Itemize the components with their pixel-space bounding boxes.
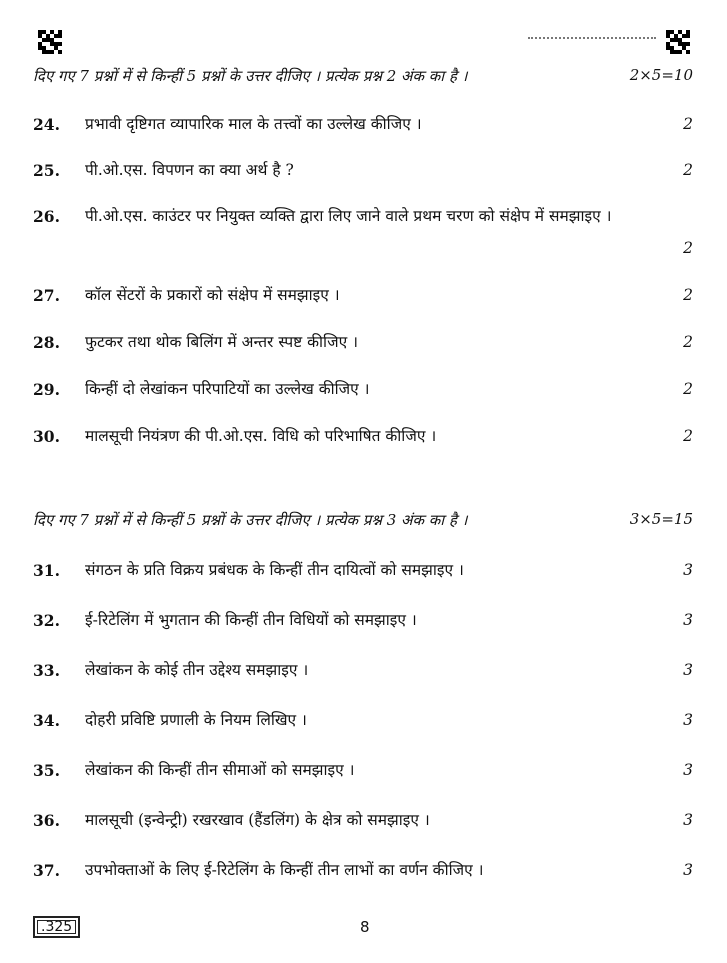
section-instruction: दिए गए 7 प्रश्नों में से किन्हीं 5 प्रश्नों के उत्तर दीजिए । प्रत्येक प्रश्न 2 अंक का है । bbox=[33, 67, 468, 85]
question-number: 28. bbox=[33, 333, 60, 352]
question-text: किन्हीं दो लेखांकन परिपाटियों का उल्लेख कीजिए । bbox=[85, 380, 370, 398]
question-number: 36. bbox=[33, 811, 60, 830]
question-marks: 3 bbox=[683, 811, 693, 829]
qr-code-icon bbox=[38, 30, 62, 54]
question-marks: 2 bbox=[683, 286, 693, 304]
question-text: मालसूची नियंत्रण की पी.ओ.एस. विधि को परिभाषित कीजिए । bbox=[85, 427, 437, 445]
question-number: 25. bbox=[33, 161, 60, 180]
question-marks: 2 bbox=[683, 115, 693, 133]
question-text: लेखांकन के कोई तीन उद्देश्य समझाइए । bbox=[85, 661, 309, 679]
question-marks: 2 bbox=[683, 427, 693, 445]
question-marks: 2 bbox=[683, 161, 693, 179]
question-number: 30. bbox=[33, 427, 60, 446]
question-marks: 2 bbox=[683, 380, 693, 398]
question-number: 32. bbox=[33, 611, 60, 630]
question-number: 37. bbox=[33, 861, 60, 880]
question-text: दोहरी प्रविष्टि प्रणाली के नियम लिखिए । bbox=[85, 711, 307, 729]
question-number: 34. bbox=[33, 711, 60, 730]
question-marks: 3 bbox=[683, 561, 693, 579]
section-header bbox=[33, 510, 693, 534]
question-text: लेखांकन की किन्हीं तीन सीमाओं को समझाइए । bbox=[85, 761, 355, 779]
question-text: फुटकर तथा थोक बिलिंग में अन्तर स्पष्ट कीजिए । bbox=[85, 333, 358, 351]
question-number: 33. bbox=[33, 661, 60, 680]
question-number: 27. bbox=[33, 286, 60, 305]
question-text: प्रभावी दृष्टिगत व्यापारिक माल के तत्त्वों का उल्लेख कीजिए । bbox=[85, 115, 422, 133]
question-number: 31. bbox=[33, 561, 60, 580]
question-marks: 2 bbox=[683, 333, 693, 351]
question-text: मालसूची (इन्वेन्ट्री) रखरखाव (हैंडलिंग) के क्षेत्र को समझाइए । bbox=[85, 811, 430, 829]
question-text: संगठन के प्रति विक्रय प्रबंधक के किन्हीं तीन दायित्वों को समझाइए । bbox=[85, 561, 464, 579]
page-number: 8 bbox=[360, 918, 370, 936]
question-marks: 3 bbox=[683, 611, 693, 629]
question-text: ई-रिटेलिंग में भुगतान की किन्हीं तीन विधियों को समझाइए । bbox=[85, 611, 417, 629]
question-marks: 2 bbox=[683, 239, 693, 257]
question-number: 26. bbox=[33, 207, 60, 226]
header-dotted-line bbox=[528, 37, 656, 39]
paper-code: .325 bbox=[33, 916, 80, 938]
question-number: 29. bbox=[33, 380, 60, 399]
qr-code-icon bbox=[666, 30, 690, 54]
question-marks: 3 bbox=[683, 711, 693, 729]
question-marks: 3 bbox=[683, 761, 693, 779]
question-text: उपभोक्ताओं के लिए ई-रिटेलिंग के किन्हीं तीन लाभों का वर्णन कीजिए । bbox=[85, 861, 484, 879]
question-number: 24. bbox=[33, 115, 60, 134]
question-text: कॉल सेंटरों के प्रकारों को संक्षेप में समझाइए । bbox=[85, 286, 340, 304]
question-text: पी.ओ.एस. विपणन का क्या अर्थ है ? bbox=[85, 161, 294, 179]
section-marks: 3×5=15 bbox=[629, 510, 693, 528]
question-marks: 3 bbox=[683, 661, 693, 679]
section-marks: 2×5=10 bbox=[629, 66, 693, 84]
question-marks: 3 bbox=[683, 861, 693, 879]
section-header bbox=[33, 66, 693, 90]
section-instruction: दिए गए 7 प्रश्नों में से किन्हीं 5 प्रश्नों के उत्तर दीजिए । प्रत्येक प्रश्न 3 अंक का है । bbox=[33, 511, 468, 529]
question-number: 35. bbox=[33, 761, 60, 780]
question-text: पी.ओ.एस. काउंटर पर नियुक्त व्यक्ति द्वारा लिए जाने वाले प्रथम चरण को संक्षेप में समझाइए । bbox=[85, 207, 612, 225]
